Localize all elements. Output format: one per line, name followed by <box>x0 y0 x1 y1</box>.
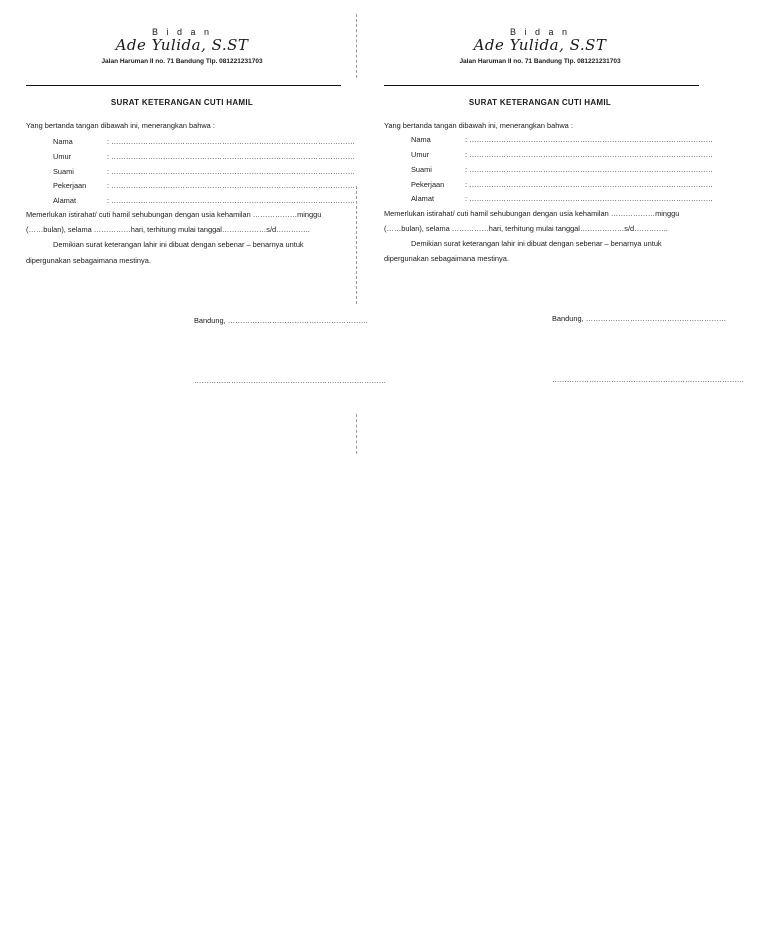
closing-line-end: dipergunakan sebagaimana mestinya. <box>26 256 151 265</box>
letter-title: SURAT KETERANGAN CUTI HAMIL <box>110 98 254 107</box>
field-label-nama: Nama <box>53 137 73 146</box>
leave-duration-line: (……bulan), selama ……………hari, terhitung mulai tanggal………………s/d………….. <box>26 225 310 234</box>
closing-line: Demikian surat keterangan lahir ini dibuat dengan sebenar – benarnya untuk <box>53 240 304 249</box>
field-value-umur: : ……………………………………………………………………………………… <box>465 150 713 159</box>
letter-title: SURAT KETERANGAN CUTI HAMIL <box>468 98 612 107</box>
field-label-alamat: Alamat <box>411 194 435 203</box>
field-label-umur: Umur <box>53 152 72 161</box>
field-value-nama: : ……………………………………………………………………………………… <box>465 135 713 144</box>
field-value-umur: : ……………………………………………………………………………………… <box>107 152 355 161</box>
midwife-name: Ade Yulida, S.ST <box>473 36 607 54</box>
leave-duration-line: (……bulan), selama ……………hari, terhitung mulai tanggal………………s/d………….. <box>384 224 668 233</box>
field-label-umur: Umur <box>411 150 430 159</box>
field-value-pekerjaan: : ……………………………………………………………………………………… <box>465 180 713 189</box>
address-line: Jalan Haruman II no. 71 Bandung Tlp. 081221231703 <box>101 58 263 65</box>
pregnancy-age-line: Memerlukan istirahat/ cuti hamil sehubungan dengan usia kehamilan ………………minggu <box>384 209 680 218</box>
field-value-suami: : ……………………………………………………………………………………… <box>465 165 713 174</box>
intro-text: Yang bertanda tangan dibawah ini, menerangkan bahwa : <box>26 121 215 130</box>
profession-label: B i d a n <box>509 27 571 37</box>
place-date-line: Bandung, ………………………………………………… <box>194 316 369 325</box>
place-date-line: Bandung, ………………………………………………… <box>552 314 727 323</box>
intro-text: Yang bertanda tangan dibawah ini, menerangkan bahwa : <box>384 121 573 130</box>
closing-line: Demikian surat keterangan lahir ini dibuat dengan sebenar – benarnya untuk <box>411 239 662 248</box>
field-label-nama: Nama <box>411 135 431 144</box>
closing-line-end: dipergunakan sebagaimana mestinya. <box>384 254 509 263</box>
field-label-suami: Suami <box>53 167 74 176</box>
letter-copy-right <box>380 0 745 460</box>
header-divider <box>384 85 699 86</box>
field-label-alamat: Alamat <box>53 196 77 205</box>
signature-line: …………………………………………………………………… <box>194 376 387 385</box>
profession-label: B i d a n <box>151 27 213 37</box>
cut-line-bottom <box>356 414 357 454</box>
field-value-alamat: : ……………………………………………………………………………………… <box>107 196 355 205</box>
midwife-name: Ade Yulida, S.ST <box>115 36 249 54</box>
field-value-nama: : ……………………………………………………………………………………… <box>107 137 355 146</box>
pregnancy-age-line: Memerlukan istirahat/ cuti hamil sehubungan dengan usia kehamilan ………………minggu <box>26 210 322 219</box>
field-label-pekerjaan: Pekerjaan <box>53 181 87 190</box>
signature-line: …………………………………………………………………… <box>552 375 745 384</box>
field-value-alamat: : ……………………………………………………………………………………… <box>465 194 713 203</box>
field-value-pekerjaan: : ……………………………………………………………………………………… <box>107 181 355 190</box>
header-divider <box>26 85 341 86</box>
cut-line-middle <box>356 186 357 304</box>
letter-copy-left <box>22 0 387 460</box>
address-line: Jalan Haruman II no. 71 Bandung Tlp. 081221231703 <box>459 58 621 65</box>
field-label-pekerjaan: Pekerjaan <box>411 180 445 189</box>
field-value-suami: : ……………………………………………………………………………………… <box>107 167 355 176</box>
cut-line-top <box>356 14 357 78</box>
field-label-suami: Suami <box>411 165 432 174</box>
